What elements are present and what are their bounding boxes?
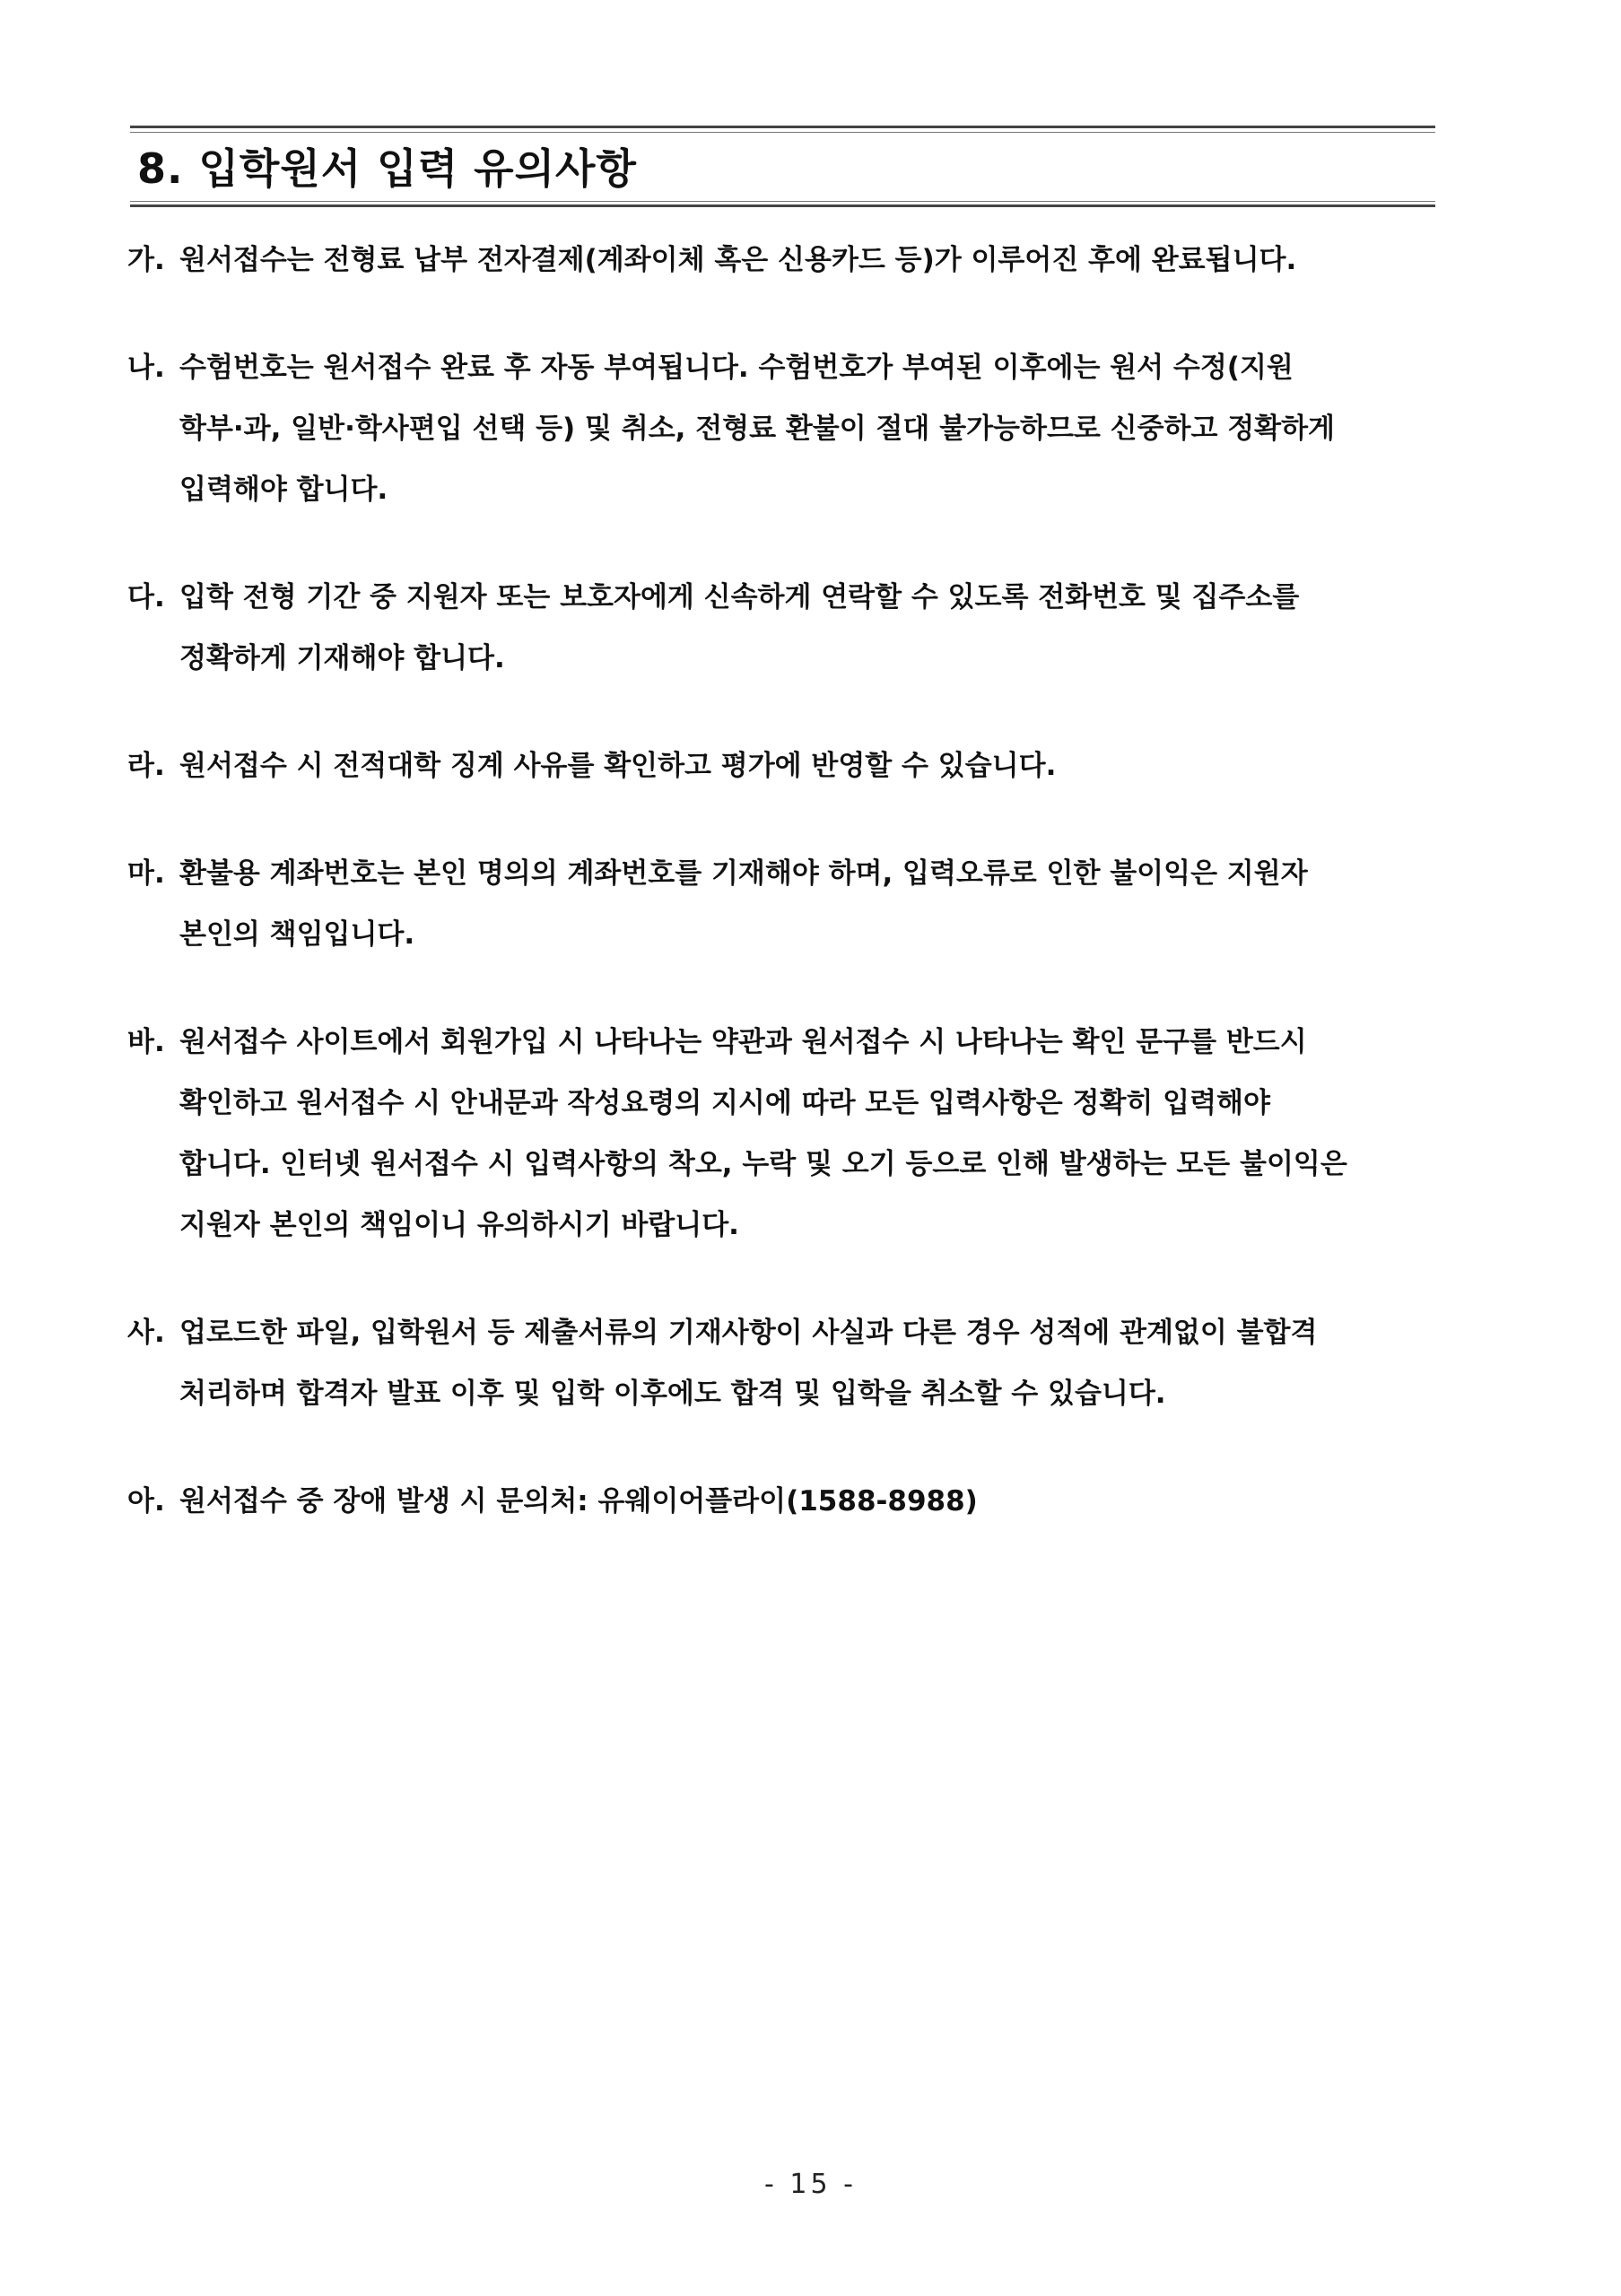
list-item-line: 학부·과, 일반·학사편입 선택 등) 및 취소, 전형료 환불이 절대 불가능하므로 신중하고 정확하게 <box>179 413 1335 445</box>
list-item <box>127 1471 1455 1532</box>
section-header <box>130 126 1435 208</box>
list-item-line: 본인의 책임입니다. <box>179 918 415 951</box>
list-item <box>127 735 1455 796</box>
header-bottom-rule <box>130 204 1435 207</box>
list-item-line: 입학 전형 기간 중 지원자 또는 보호자에게 신속하게 연락할 수 있도록 전화번호 및 집주소를 <box>179 581 1300 613</box>
list-item-text <box>179 230 1455 291</box>
list-item-text <box>179 843 1455 965</box>
list-item-marker: 마. <box>127 857 165 890</box>
list-item-text <box>179 735 1455 796</box>
list-item-marker: 아. <box>127 1485 165 1518</box>
list-item-marker: 다. <box>127 581 165 613</box>
list-item-line: 수험번호는 원서접수 완료 후 자동 부여됩니다. 수험번호가 부여된 이후에는 원서 수정(지원 <box>179 352 1294 384</box>
list-item-marker: 가. <box>127 244 165 276</box>
list-item-marker: 바. <box>127 1026 165 1058</box>
list-item-line: 합니다. 인터넷 원서접수 시 입력사항의 착오, 누락 및 오기 등으로 인해 발생하는 모든 불이익은 <box>179 1148 1347 1180</box>
list-item-text <box>179 1302 1455 1424</box>
list-item <box>127 230 1455 291</box>
list-item <box>127 1012 1455 1256</box>
list-item-line: 입력해야 합니다. <box>179 474 388 506</box>
list-item-line: 처리하며 합격자 발표 이후 및 입학 이후에도 합격 및 입학을 취소할 수 있습니다. <box>179 1378 1166 1410</box>
list-item-text <box>179 1012 1455 1256</box>
list-item <box>127 567 1455 689</box>
list-item-text <box>179 1471 1455 1532</box>
list-item-line: 정확하게 기재해야 합니다. <box>179 642 505 674</box>
list-item-line: 원서접수는 전형료 납부 전자결제(계좌이체 혹은 신용카드 등)가 이루어진 후에 완료됩니다. <box>179 244 1297 276</box>
list-item <box>127 1302 1455 1424</box>
section-title: 8. 입학원서 입력 유의사항 <box>137 144 637 193</box>
list-item-text <box>179 567 1455 689</box>
list-item-text <box>179 337 1455 520</box>
list-item-marker: 사. <box>127 1317 165 1349</box>
page-number: - 15 - <box>764 2169 857 2200</box>
list-item <box>127 843 1455 965</box>
list-item-marker: 라. <box>127 750 165 782</box>
list-item-line: 환불용 계좌번호는 본인 명의의 계좌번호를 기재해야 하며, 입력오류로 인한 불이익은 지원자 <box>179 857 1308 890</box>
list-item <box>127 337 1455 520</box>
header-top-rule <box>130 126 1435 128</box>
header-bottom-rule-thin <box>130 201 1435 202</box>
header-top-rule-thin <box>130 132 1435 133</box>
list-item-line: 원서접수 중 장애 발생 시 문의처: 유웨이어플라이(1588-8988) <box>179 1485 978 1518</box>
notice-list <box>127 230 1455 1578</box>
list-item-marker: 나. <box>127 352 165 384</box>
list-item-line: 지원자 본인의 책임이니 유의하시기 바랍니다. <box>179 1209 739 1241</box>
list-item-line: 원서접수 시 전적대학 징계 사유를 확인하고 평가에 반영할 수 있습니다. <box>179 750 1057 782</box>
list-item-line: 원서접수 사이트에서 회원가입 시 나타나는 약관과 원서접수 시 나타나는 확인 문구를 반드시 <box>179 1026 1307 1058</box>
list-item-line: 확인하고 원서접수 시 안내문과 작성요령의 지시에 따라 모든 입력사항은 정확히 입력해야 <box>179 1087 1270 1119</box>
list-item-line: 업로드한 파일, 입학원서 등 제출서류의 기재사항이 사실과 다른 경우 성적에 관계없이 불합격 <box>179 1317 1318 1349</box>
